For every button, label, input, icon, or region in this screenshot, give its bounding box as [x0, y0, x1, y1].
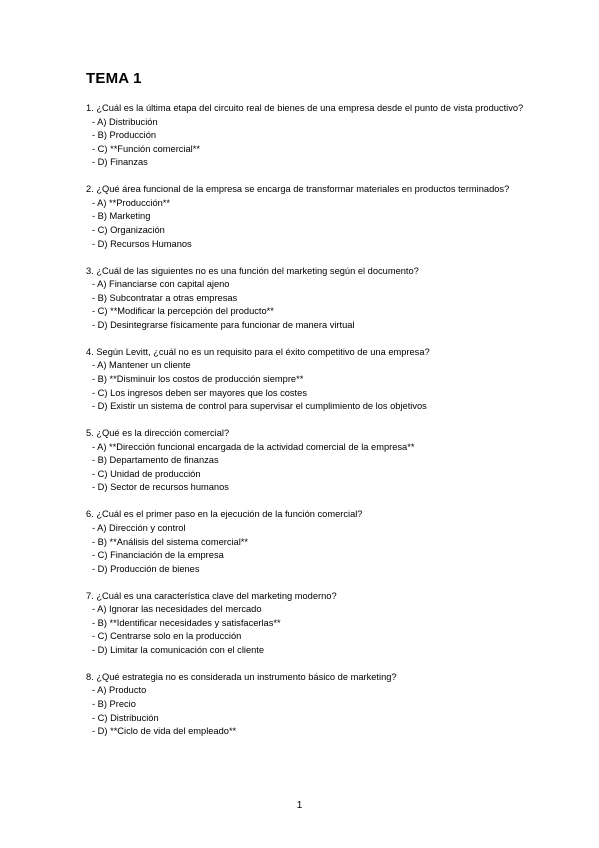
question-list: [86, 102, 526, 752]
option-a: - A) Mantener un cliente: [92, 360, 191, 371]
option-b: - B) **Identificar necesidades y satisfacerlas**: [92, 617, 281, 628]
option-c: - C) Centrarse solo en la producción: [92, 631, 242, 642]
question-1: [86, 102, 526, 170]
option-c: - C) Los ingresos deben ser mayores que los costes: [92, 387, 307, 398]
option-d: - D) Limitar la comunicación con el cliente: [92, 644, 265, 655]
option-a: - A) Dirección y control: [92, 522, 186, 533]
option-d: - D) Finanzas: [92, 157, 148, 168]
question-text: 1. ¿Cuál es la última etapa del circuito real de bienes de una empresa desde el punto de vista productivo?: [86, 103, 524, 113]
page-title: TEMA 1: [86, 70, 142, 87]
question-text: 6. ¿Cuál es el primer paso en la ejecución de la función comercial?: [86, 509, 363, 520]
option-a: - A) Financiarse con capital ajeno: [92, 279, 230, 290]
question-5: [86, 427, 526, 495]
option-b: - B) Departamento de finanzas: [92, 455, 219, 466]
option-b: - B) Precio: [92, 699, 136, 710]
option-c: - C) Unidad de producción: [92, 468, 201, 479]
option-b: - B) Marketing: [92, 211, 151, 222]
option-c: - C) Organización: [92, 225, 165, 236]
question-6: [86, 508, 526, 576]
option-c: - C) Distribución: [92, 712, 159, 723]
question-4: [86, 346, 526, 414]
question-text: 3. ¿Cuál de las siguientes no es una función del marketing según el documento?: [86, 265, 419, 276]
option-c: - C) **Modificar la percepción del producto**: [92, 306, 274, 317]
option-b: - B) **Disminuir los costos de producción siempre**: [92, 373, 304, 384]
option-c: - C) Financiación de la empresa: [92, 550, 224, 561]
question-2: [86, 183, 526, 251]
option-b: - B) Subcontratar a otras empresas: [92, 292, 238, 303]
question-7: [86, 590, 526, 658]
option-d: - D) Desintegrarse físicamente para funcionar de manera virtual: [92, 319, 355, 330]
option-d: - D) Recursos Humanos: [92, 238, 192, 249]
option-b: - B) Producción: [92, 130, 157, 141]
question-text: 4. Según Levitt, ¿cuál no es un requisito para el éxito competitivo de una empresa?: [86, 346, 430, 357]
option-d: - D) Existir un sistema de control para supervisar el cumplimiento de los objetivos: [92, 401, 427, 412]
option-d: - D) **Ciclo de vida del empleado**: [92, 726, 237, 737]
question-text: 7. ¿Cuál es una característica clave del marketing moderno?: [86, 590, 337, 601]
option-a: - A) Distribución: [92, 116, 158, 127]
question-8: [86, 671, 526, 739]
option-b: - B) **Análisis del sistema comercial**: [92, 536, 249, 547]
question-3: [86, 265, 526, 333]
question-text: 2. ¿Qué área funcional de la empresa se encarga de transformar materiales en productos terminados?: [86, 184, 510, 195]
option-a: - A) Producto: [92, 685, 147, 696]
question-text: 8. ¿Qué estrategia no es considerada un instrumento básico de marketing?: [86, 671, 397, 682]
option-d: - D) Sector de recursos humanos: [92, 482, 229, 493]
question-text: 5. ¿Qué es la dirección comercial?: [86, 428, 230, 439]
option-a: - A) **Dirección funcional encargada de la actividad comercial de la empresa**: [92, 441, 415, 452]
option-a: - A) **Producción**: [92, 197, 171, 208]
option-d: - D) Producción de bienes: [92, 563, 200, 574]
option-a: - A) Ignorar las necesidades del mercado: [92, 604, 262, 615]
option-c: - C) **Función comercial**: [92, 143, 200, 154]
page-number: 1: [296, 800, 303, 811]
